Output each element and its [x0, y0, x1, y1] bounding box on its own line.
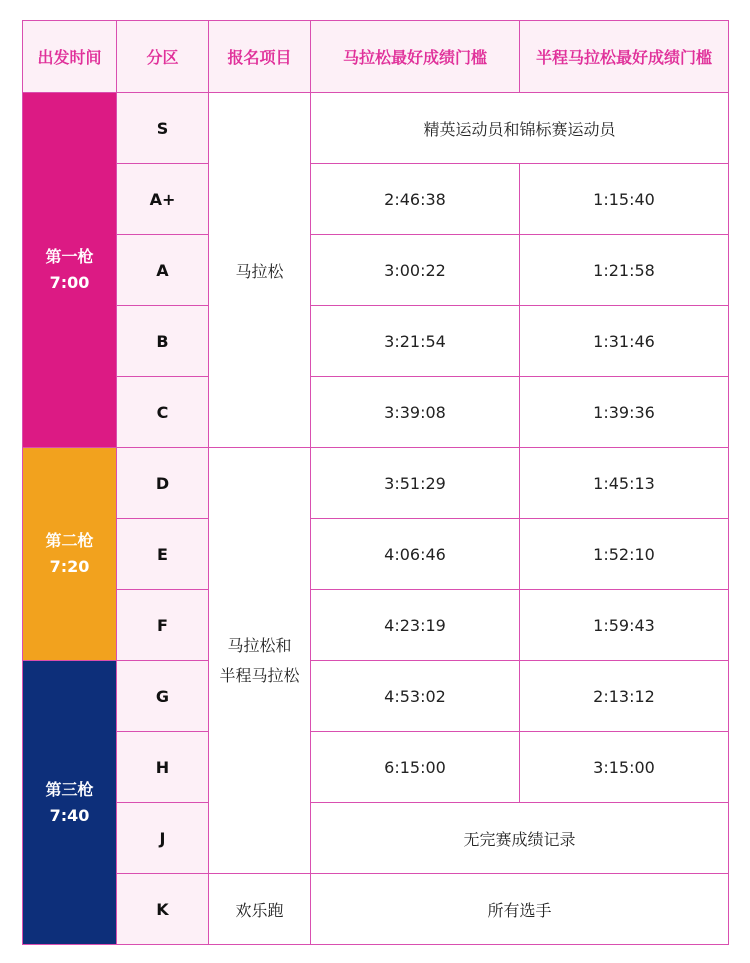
zone-cell: K — [117, 874, 209, 945]
table-row — [23, 590, 729, 661]
wave-time: 7:20 — [49, 557, 90, 576]
header-zone: 分区 — [117, 21, 209, 93]
marathon-threshold-cell: 4:06:46 — [311, 519, 520, 590]
marathon-threshold-cell: 3:21:54 — [311, 306, 520, 377]
table-row — [23, 377, 729, 448]
merged-threshold-cell: 精英运动员和锦标赛运动员 — [311, 93, 729, 164]
table-row — [23, 164, 729, 235]
zone-cell: H — [117, 732, 209, 803]
header-marathon-threshold: 马拉松最好成绩门槛 — [311, 21, 520, 93]
zone-cell: S — [117, 93, 209, 164]
half-threshold-cell: 1:21:58 — [520, 235, 729, 306]
table-row — [23, 732, 729, 803]
table-row — [23, 803, 729, 874]
header-half-threshold: 半程马拉松最好成绩门槛 — [520, 21, 729, 93]
start-zone-table-container — [22, 20, 729, 945]
merged-threshold-cell: 无完赛成绩记录 — [311, 803, 729, 874]
merged-threshold-cell: 所有选手 — [311, 874, 729, 945]
zone-cell: A+ — [117, 164, 209, 235]
table-row — [23, 93, 729, 164]
marathon-threshold-cell: 3:00:22 — [311, 235, 520, 306]
half-threshold-cell: 3:15:00 — [520, 732, 729, 803]
header-start-time: 出发时间 — [23, 21, 117, 93]
table-row — [23, 874, 729, 945]
event-cell — [209, 448, 311, 874]
marathon-threshold-cell: 6:15:00 — [311, 732, 520, 803]
event-line: 马拉松和 — [227, 635, 292, 655]
zone-cell: C — [117, 377, 209, 448]
marathon-threshold-cell: 2:46:38 — [311, 164, 520, 235]
table-row — [23, 519, 729, 590]
half-threshold-cell: 1:59:43 — [520, 590, 729, 661]
marathon-threshold-cell: 3:51:29 — [311, 448, 520, 519]
header-event: 报名项目 — [209, 21, 311, 93]
zone-cell: E — [117, 519, 209, 590]
zone-cell: A — [117, 235, 209, 306]
table-row — [23, 448, 729, 519]
half-threshold-cell: 1:15:40 — [520, 164, 729, 235]
wave-name: 第一枪 — [45, 247, 94, 266]
half-threshold-cell: 1:52:10 — [520, 519, 729, 590]
wave-3-cell — [23, 661, 117, 945]
wave-time: 7:40 — [49, 805, 90, 825]
zone-cell: J — [117, 803, 209, 874]
event-cell: 欢乐跑 — [209, 874, 311, 945]
wave-2-cell — [23, 448, 117, 661]
table-row — [23, 306, 729, 377]
wave-1-cell — [23, 93, 117, 448]
wave-name: 第三枪 — [45, 779, 94, 799]
marathon-threshold-cell: 3:39:08 — [311, 377, 520, 448]
zone-cell: B — [117, 306, 209, 377]
table-row — [23, 661, 729, 732]
half-threshold-cell: 1:31:46 — [520, 306, 729, 377]
half-threshold-cell: 1:45:13 — [520, 448, 729, 519]
zone-cell: F — [117, 590, 209, 661]
start-zone-table — [22, 20, 729, 945]
table-row — [23, 235, 729, 306]
event-cell: 马拉松 — [209, 93, 311, 448]
wave-name: 第二枪 — [45, 531, 94, 550]
event-line: 半程马拉松 — [219, 665, 300, 685]
half-threshold-cell: 2:13:12 — [520, 661, 729, 732]
header-row — [23, 21, 729, 93]
marathon-threshold-cell: 4:53:02 — [311, 661, 520, 732]
half-threshold-cell: 1:39:36 — [520, 377, 729, 448]
zone-cell: G — [117, 661, 209, 732]
wave-time: 7:00 — [49, 273, 90, 292]
marathon-threshold-cell: 4:23:19 — [311, 590, 520, 661]
zone-cell: D — [117, 448, 209, 519]
